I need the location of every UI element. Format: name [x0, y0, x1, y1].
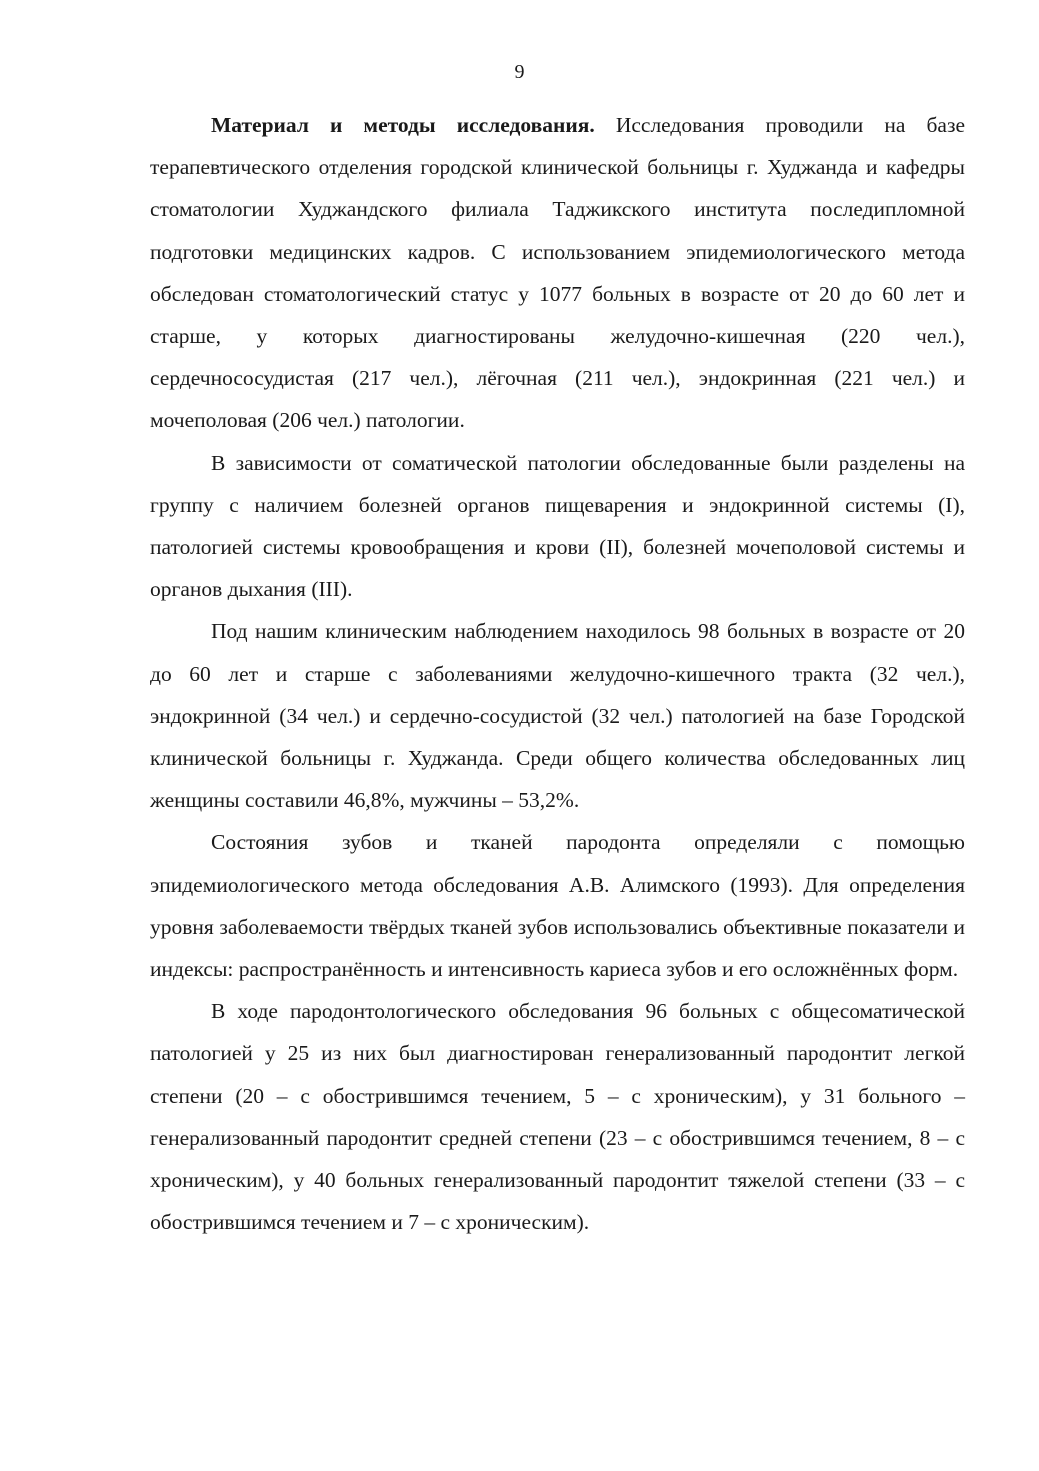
paragraph-dental-status	[150, 821, 965, 990]
paragraph-text: Состояния зубов и тканей пародонта определяли с помощью эпидемиологического метода обследования А.В. Алимского (1993). Для определения уровня заболеваемости твёрдых тканей зубов использовались объективные показатели и индексы: распространённость и интенсивность кариеса зубов и его осложнённых форм.	[150, 830, 965, 982]
paragraph-clinical-observation	[150, 610, 965, 821]
page-number: 9	[514, 61, 525, 83]
section-heading: Материал и методы исследования.	[211, 113, 595, 137]
paragraph-text: В зависимости от соматической патологии обследованные были разделены на группу с наличием болезней органов пищеварения и эндокринной системы (I), патологией системы кровообращения и крови (II), болезней мочеполовой системы и органов дыхания (III).	[150, 450, 965, 602]
paragraph-text: Под нашим клиническим наблюдением находилось 98 больных в возрасте от 20 до 60 лет и старше с заболеваниями желудочно-кишечного тракта (32 чел.), эндокринной (34 чел.) и сердечно-сосудистой (32 чел.) патологией на базе Городской клинической больницы г. Худжанда. Среди общего количества обследованных лиц женщины составили 46,8%, мужчины – 53,2%.	[150, 619, 965, 813]
paragraph-groups	[150, 442, 965, 611]
paragraph-periodontal-exam	[150, 990, 965, 1243]
paragraph-materials-methods	[150, 104, 965, 442]
document-body	[150, 104, 965, 1243]
paragraph-text: Исследования проводили на базе терапевтического отделения городской клинической больницы г. Худжанда и кафедры стоматологии Худжандского филиала Таджикского института последипломной подготовки медицинских кадров. С использованием эпидемиологического метода обследован стоматологический статус у 1077 больных в возрасте от 20 до 60 лет и старше, у которых диагностированы желудочно-кишечная (220 чел.), сердечнососудистая (217 чел.), лёгочная (211 чел.), эндокринная (221 чел.) и мочеполовая (206 чел.) патологии.	[150, 113, 965, 433]
paragraph-text: В ходе пародонтологического обследования 96 больных с общесоматической патологией у 25 из них был диагностирован генерализованный пародонтит легкой степени (20 – с обострившимся течением, 5 – с хроническим), у 31 больного – генерализованный пародонтит средней степени (23 – с обострившимся течением, 8 – с хроническим), у 40 больных генерализованный пародонтит тяжелой степени (33 – с обострившимся течением и 7 – с хроническим).	[150, 999, 965, 1235]
